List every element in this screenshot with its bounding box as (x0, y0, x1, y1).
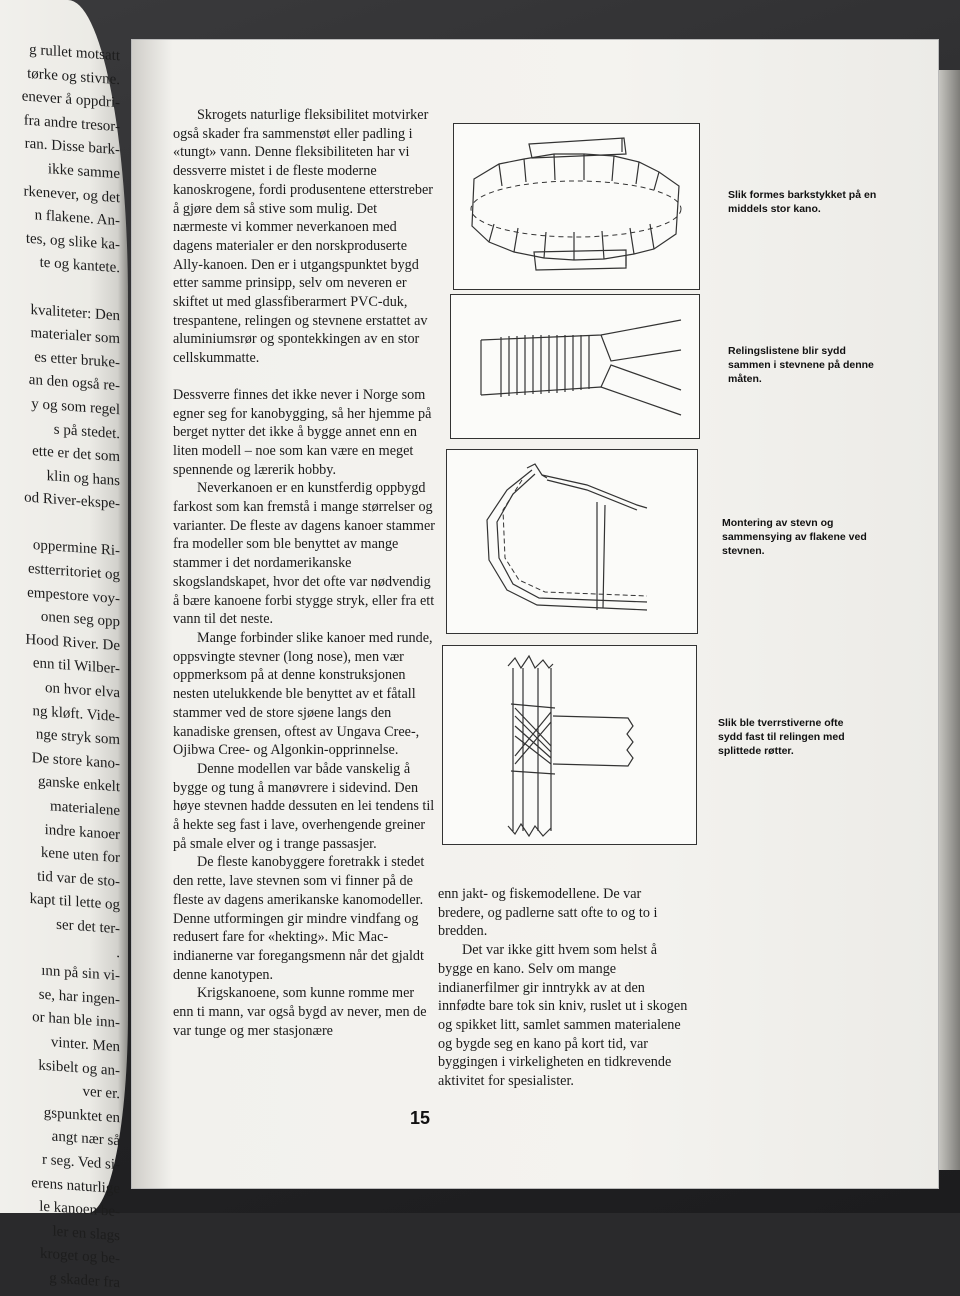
left-page-line: tid var de sto- (37, 868, 120, 891)
left-page-line: onen seg opp (40, 608, 120, 631)
caption-figure-3: Montering av stevn og sammensying av flakene ved stevnen. (722, 517, 867, 557)
left-page-line: ette er det som (32, 443, 120, 466)
paragraph: Krigskanoene, som kunne romme mer enn ti mann, var også bygd av never, men de var tunge og mer stasjonære (173, 985, 427, 1039)
caption-figure-2: Relingslistene blir sydd sammen i stevnene på denne måten. (728, 345, 874, 385)
left-page-line: enn til Wilber- (32, 655, 120, 678)
left-page-line: on hvor elva (45, 680, 120, 702)
left-page-line: ng kløft. Vide- (32, 702, 120, 725)
figure-gunwale-lashing (450, 294, 700, 439)
left-page-line: ganske enkelt (37, 773, 120, 796)
left-page (0, 0, 128, 1292)
page-stack-edge (938, 70, 960, 1170)
caption-figure-1: Slik formes barkstykket på en middels stor kano. (728, 189, 877, 215)
left-page-text (0, 40, 120, 1290)
text-column-2 (438, 885, 688, 1091)
left-page-line: ran. Disse bark- (24, 135, 120, 159)
left-page-line: tørke og stivne. (27, 65, 120, 88)
left-page-line: . (116, 944, 120, 961)
left-page-line: od River-ekspe- (24, 489, 120, 513)
left-page-line: kvaliteter: Den (30, 301, 120, 324)
left-page-line: empestore voy- (27, 584, 120, 607)
left-page-line: n flakene. An- (34, 207, 120, 230)
figure-stem-mounting (446, 449, 698, 634)
left-page-line: kapt til lette og (29, 891, 120, 914)
figure-bark-layout (453, 123, 700, 290)
paragraph: Mange forbinder slike kanoer med runde, oppsvingte stevner (long nose), men vær oppmerksom på at denne konstruksjonen nesten utelukkende ble benyttet av et fåtall stammer ved de store sjøene langs den kanadiske grensen, oftest av Ungava Cree-, Ojibwa Cree- og Algonkin-opprinnelse. (173, 629, 433, 759)
left-page-line: y og som regel (31, 395, 120, 419)
caption-figure-4: Slik ble tverrstiverne ofte sydd fast til relingen med splittede røtter. (718, 717, 845, 757)
gunwale-lashing-drawing (451, 295, 699, 438)
left-page-line: se, har ingen- (38, 986, 120, 1008)
left-page-line: ınn på sin vi- (41, 962, 120, 985)
left-page-line: kroget og be- (40, 1245, 120, 1268)
left-page-line: es etter bruke- (34, 348, 120, 371)
left-page-line: ver er. (82, 1083, 120, 1103)
paragraph: Denne modellen var både vanskelig å bygge og tung å manøvrere i sidevind. Den høye stevnen hadde dessuten en lei tendens til å hekte seg fast i lave, overhengende greiner på smale elver og i trange passasjer. (173, 760, 435, 852)
left-page-line: ikke samme (47, 161, 120, 183)
left-page-line: nge stryk som (35, 726, 120, 749)
paragraph: Neverkanoen er en kunstferdig oppbygd farkost som kan fremstå i mange størrelser og varianter. De fleste av dagens kanoer stammer fra modeller som ble benyttet av mange stammer i det nordamerikanske skogslandskapet, hvor det ofte var nødvendig å bære kanoene forbi stygge stryk, eller fra ett vann til det neste. (173, 480, 435, 628)
left-page-line: an den også re- (28, 372, 120, 395)
left-page-line: klin og hans (46, 467, 120, 489)
left-page-line: or han ble inn- (32, 1009, 120, 1032)
paragraph: Det var ikke gitt hvem som helst å bygge en kano. Selv om mange indianerfilmer gir inntrykk av at den innfødte bare tok sin kniv, ruslet ut i skogen og spikket litt, samlet sammen materialene og bygde seg en kano på kort tid, var byggingen i virkeligheten en tidkrevende aktivitet for spesialister. (438, 942, 688, 1090)
paragraph: De fleste kanobyggere foretrakk i stedet den rette, lave stevnen som vi finner på de fleste av dagens amerikanske kanomodeller. Denne utformingen gir mindre vindfang og redusert fare for «hekting». Mic Mac-indianerne var foregangsmenn når det gjaldt denne kanotypen. (173, 854, 425, 983)
left-page-line: De store kano- (31, 749, 120, 773)
left-page-line: g rullet motsatt (29, 41, 120, 65)
left-page-line: materialene (50, 798, 120, 820)
left-page-line: materialer som (30, 325, 120, 348)
left-page-line: erens naturlige (31, 1174, 120, 1197)
paragraph: enn jakt- og fiskemodellene. De var bredere, og padlerne satt ofte to og to i bredden. (438, 886, 658, 940)
left-page-line: rkenever, og det (23, 183, 120, 206)
left-page-line: le kanoen be- (39, 1198, 120, 1221)
left-page-line: oppermine Ri- (32, 537, 120, 560)
left-page-line: ler en slags (52, 1223, 120, 1244)
left-page-line: r seg. Ved si- (41, 1151, 120, 1174)
left-page-line: ksibelt og an- (38, 1057, 120, 1079)
crossbar-lashing-drawing (443, 646, 696, 844)
left-page-line: te og kantete. (39, 254, 120, 277)
text-column-1 (173, 106, 435, 1040)
left-page-line: s på stedet. (53, 421, 120, 442)
left-page-line: angt nær så (51, 1128, 120, 1150)
left-page-line: kene uten for (40, 844, 120, 867)
left-page-line: vinter. Men (50, 1034, 120, 1056)
left-page-line: estterritoriet og (27, 560, 120, 584)
page-number: 15 (410, 1108, 431, 1128)
left-page-line: ser det ter- (56, 916, 120, 938)
left-page-line: indre kanoer (44, 821, 120, 843)
left-page-line: g skader fra (49, 1270, 120, 1292)
left-page-line: Hood River. De (25, 631, 120, 655)
left-page-line: fra andre tresor- (23, 112, 120, 136)
bark-layout-drawing (454, 124, 699, 289)
stem-mounting-drawing (447, 450, 697, 633)
figure-crossbar-lashing (442, 645, 697, 845)
left-page-line: enever å oppdri- (21, 88, 120, 112)
left-page-line: tes, og slike ka- (25, 230, 120, 253)
paragraph: Dessverre finnes det ikke never i Norge som egner seg for kanobygging, så her hjemme på berget nytter det ikke å bygge annet enn en liten modell – noe som kan være en meget spennende og lærerik hobby. (173, 386, 432, 478)
paragraph: Skrogets naturlige fleksibilitet motvirker også skader fra sammenstøt eller padling i «tungt» vann. Denne fleksibiliteten har vi dessverre mistet i de fleste moderne kanoskrogene, fordi produsentene etterstreber å gjøre dem så stive som mulig. Det nærmeste vi kommer neverkanoen med dagens materialer er den norskproduserte Ally-kanoen. Den er i utgangspunktet bygd etter samme prinsipp, selv om neveren er skiftet ut med glassfiberarmert PVC-duk, trespantene, relingen og stevnene erstattet av aluminiumsrør og spontekkingen av en stor cellskummatte. (173, 107, 434, 367)
left-page-line: gspunktet en (43, 1104, 120, 1126)
